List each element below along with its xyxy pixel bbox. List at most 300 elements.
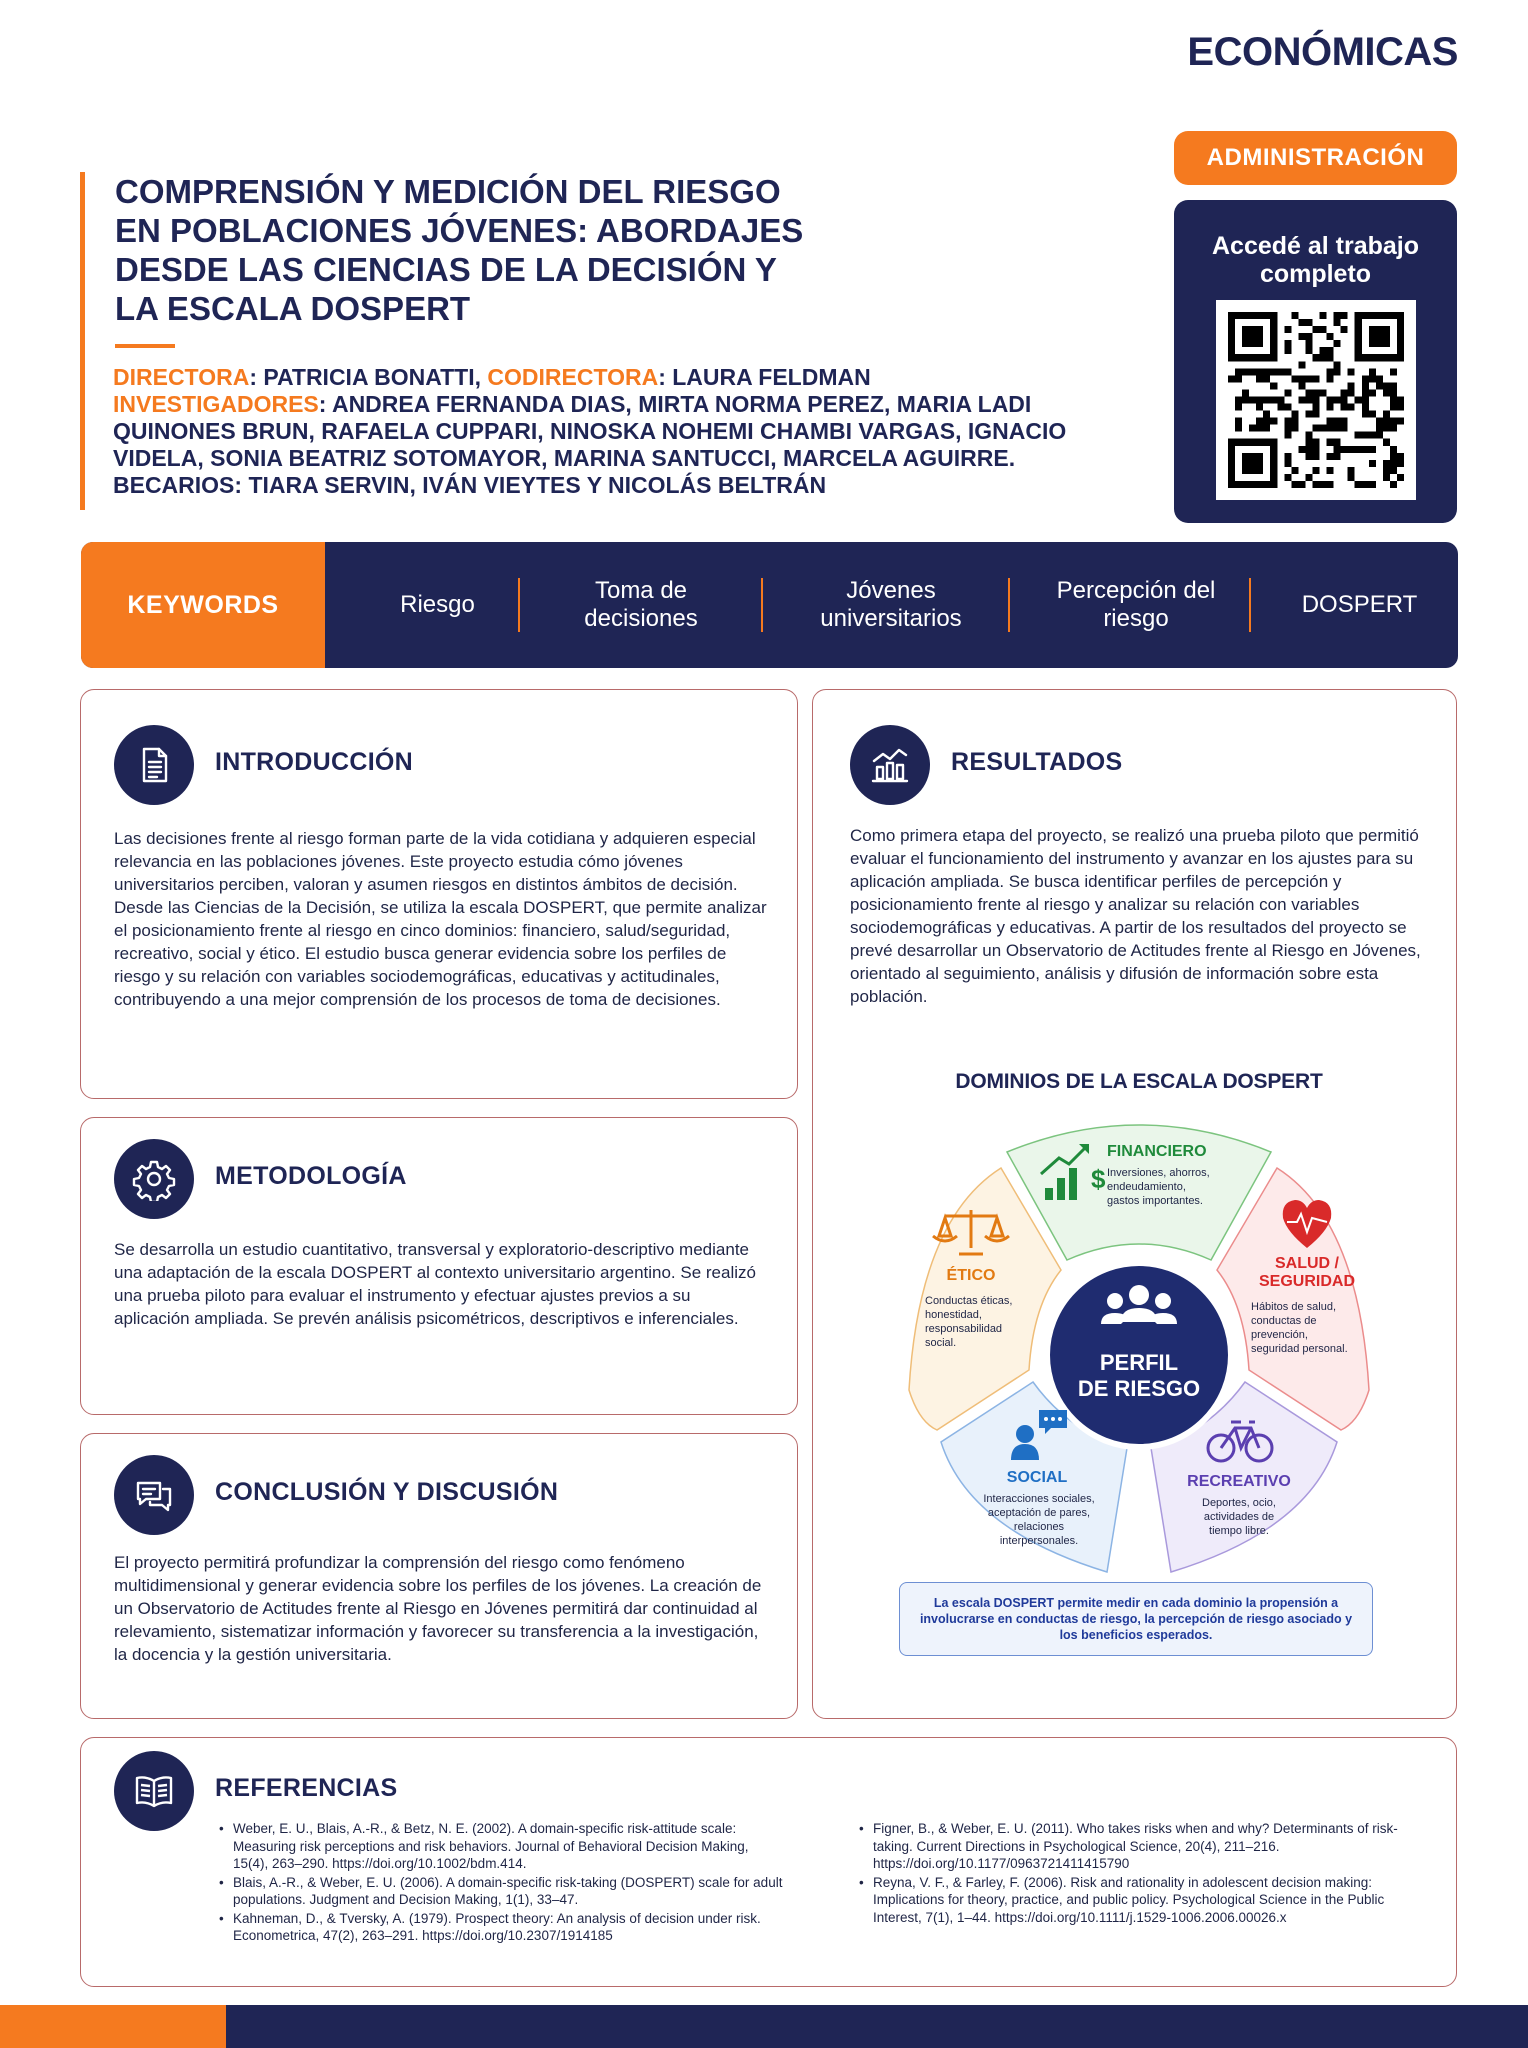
header-navy-block: [0, 0, 226, 107]
qr-module: [1235, 425, 1242, 432]
qr-module: [1327, 396, 1334, 403]
footer-orange-block: [0, 2005, 226, 2048]
keyword-separator: [1008, 578, 1010, 632]
qr-module: [1390, 389, 1397, 396]
svg-text:$: $: [1091, 1164, 1106, 1194]
qr-module: [1256, 340, 1263, 347]
qr-module: [1242, 467, 1249, 474]
qr-module: [1291, 481, 1298, 488]
dospert-title: DOMINIOS DE LA ESCALA DOSPERT: [955, 1070, 1323, 1093]
qr-module: [1228, 333, 1235, 340]
qr-module: [1284, 460, 1291, 467]
qr-module: [1390, 312, 1397, 319]
qr-module: [1334, 396, 1341, 403]
qr-module: [1320, 347, 1327, 354]
soc-title-line: SOCIAL: [1006, 1469, 1068, 1486]
qr-module: [1291, 425, 1298, 432]
qr-module: [1242, 453, 1249, 460]
qr-module: [1291, 375, 1298, 382]
fin-title-line: FINANCIERO: [1107, 1143, 1207, 1160]
qr-module: [1270, 382, 1277, 389]
qr-module: [1383, 418, 1390, 425]
methodology-body: Se desarrolla un estudio cuantitativo, transversal y exploratorio-descriptivo mediante una adaptación de la escala DOSPERT al contexto universitario argentino. Se realizó una prueba piloto para evaluar el instrumento y efectuar ajustes previos a su aplicación ampliada. Se prevén análisis psicométricos, descriptivos e inferenciales.: [114, 1240, 756, 1328]
qr-module: [1305, 347, 1312, 354]
qr-module: [1284, 453, 1291, 460]
qr-module: [1228, 446, 1235, 453]
rec-title-line: RECREATIVO: [1187, 1473, 1291, 1490]
qr-module: [1298, 382, 1305, 389]
qr-module: [1263, 354, 1270, 361]
qr-module: [1369, 389, 1376, 396]
brand-prefix: .UBA: [1091, 30, 1188, 74]
keyword-separator: [1249, 578, 1251, 632]
qr-module: [1270, 326, 1277, 333]
conclusion-title: CONCLUSIÓN Y DISCUSIÓN: [215, 1478, 559, 1506]
dospert-diagram: [889, 1070, 1389, 1660]
qr-module: [1341, 425, 1348, 432]
qr-module: [1256, 368, 1263, 375]
qr-module: [1369, 368, 1376, 375]
qr-module: [1312, 467, 1319, 474]
qr-module: [1298, 319, 1305, 326]
qr-module: [1383, 425, 1390, 432]
qr-module: [1397, 319, 1404, 326]
qr-module: [1291, 312, 1298, 319]
qr-module: [1397, 474, 1404, 481]
qr-module: [1256, 333, 1263, 340]
qr-module: [1369, 481, 1376, 488]
qr-module: [1305, 319, 1312, 326]
qr-module: [1263, 375, 1270, 382]
title-accent-bar: [80, 172, 85, 510]
qr-module: [1397, 312, 1404, 319]
qr-module: [1341, 312, 1348, 319]
qr-module: [1334, 446, 1341, 453]
qr-module: [1341, 326, 1348, 333]
qr-module: [1235, 354, 1242, 361]
financiero-title: [1107, 1143, 1207, 1160]
qr-module: [1348, 467, 1355, 474]
qr-module: [1348, 368, 1355, 375]
qr-module: [1397, 326, 1404, 333]
director-name: : PATRICIA BONATTI,: [249, 364, 488, 390]
results-section: [812, 689, 1457, 1719]
qr-module: [1397, 418, 1404, 425]
keyword-percepcion-del-riesgo: Percepción del riesgo: [1056, 577, 1216, 632]
center-l2-line: DE RIESGO: [1077, 1376, 1201, 1401]
reference-item: • Reyna, V. F., & Farley, F. (2006). Risk and rationality in adolescent decision making: Implications for theory, practice, and public policy. Psychological Science in the Public Interest, 7(1), 1–44. https://doi.org/10.1111/j.1529-1006.2006.00026.x: [859, 1874, 1419, 1927]
qr-module: [1242, 460, 1249, 467]
qr-module: [1383, 340, 1390, 347]
qr-module: [1390, 368, 1397, 375]
qr-module: [1270, 467, 1277, 474]
sal-desc-line: seguridad personal.: [1251, 1343, 1348, 1355]
qr-module: [1376, 340, 1383, 347]
qr-module: [1390, 481, 1397, 488]
etico-title: [947, 1265, 996, 1284]
qr-module: [1312, 453, 1319, 460]
qr-module: [1341, 389, 1348, 396]
qr-module: [1334, 453, 1341, 460]
qr-module: [1369, 312, 1376, 319]
keyword-dospert: DOSPERT: [1301, 591, 1418, 618]
qr-module: [1298, 375, 1305, 382]
brand-logo: [1092, 30, 1458, 75]
sal-desc-line: Hábitos de salud,: [1251, 1301, 1336, 1313]
area-badge: ADMINISTRACIÓN: [1174, 131, 1457, 185]
qr-module: [1228, 481, 1235, 488]
header-banner: [0, 0, 1528, 107]
soc-desc-line: relaciones: [1013, 1521, 1065, 1533]
qr-module: [1362, 396, 1369, 403]
conclusion-body: El proyecto permitirá profundizar la comprensión del riesgo como fenómeno multidimensional y generar evidencia sobre los perfiles de los jóvenes. La creación de un Observatorio de Actitudes frente al Riesgo en Jóvenes permitirá dar continuidad al relevamiento, sistematizar información y favorecer su transferencia a la investigación, la docencia y la gestión universitaria.: [114, 1553, 762, 1664]
qr-module: [1327, 453, 1334, 460]
qr-module: [1383, 382, 1390, 389]
qr-module: [1249, 354, 1256, 361]
qr-module: [1256, 481, 1263, 488]
dospert-wheel: [889, 1070, 1389, 1580]
qr-module: [1277, 404, 1284, 411]
qr-module: [1355, 326, 1362, 333]
qr-module: [1228, 460, 1235, 467]
qr-module: [1228, 326, 1235, 333]
qr-module: [1369, 432, 1376, 439]
qr-module: [1263, 396, 1270, 403]
qr-module: [1228, 453, 1235, 460]
qr-module: [1397, 404, 1404, 411]
qr-module: [1383, 333, 1390, 340]
qr-module: [1348, 389, 1355, 396]
qr-module: [1249, 439, 1256, 446]
sal-desc-line: conductas de: [1251, 1315, 1317, 1327]
qr-module: [1312, 404, 1319, 411]
qr-module: [1298, 481, 1305, 488]
qr-module: [1270, 396, 1277, 403]
qr-module: [1242, 389, 1249, 396]
qr-module: [1235, 368, 1242, 375]
eti-desc-line: Conductas éticas,: [925, 1295, 1013, 1307]
qr-module: [1270, 319, 1277, 326]
qr-module: [1348, 382, 1355, 389]
gear-icon: [114, 1139, 194, 1219]
qr-module: [1390, 425, 1397, 432]
qr-module: [1362, 411, 1369, 418]
qr-module: [1397, 460, 1404, 467]
qr-module: [1376, 375, 1383, 382]
qr-module: [1284, 326, 1291, 333]
center-label-1: [1100, 1350, 1178, 1375]
qr-module: [1270, 446, 1277, 453]
qr-module: [1305, 453, 1312, 460]
qr-module: [1397, 347, 1404, 354]
methodology-section: [80, 1117, 798, 1415]
authors-block: [113, 364, 1093, 499]
qr-module: [1334, 319, 1341, 326]
qr-module: [1249, 453, 1256, 460]
qr-module: [1263, 425, 1270, 432]
qr-module: [1277, 368, 1284, 375]
qr-module: [1277, 396, 1284, 403]
qr-module: [1334, 425, 1341, 432]
qr-module: [1263, 418, 1270, 425]
qr-module: [1249, 467, 1256, 474]
qr-module: [1369, 446, 1376, 453]
qr-module: [1397, 396, 1404, 403]
reference-item: • Kahneman, D., & Tversky, A. (1979). Prospect theory: An analysis of decision under risk. Econometrica, 47(2), 263–291. https://doi.org/10.2307/1914185: [219, 1910, 784, 1945]
qr-module: [1312, 411, 1319, 418]
qr-module: [1291, 467, 1298, 474]
researchers-label: INVESTIGADORES: [113, 391, 319, 417]
qr-module: [1397, 354, 1404, 361]
qr-module: [1242, 396, 1249, 403]
references-title: REFERENCIAS: [215, 1774, 398, 1802]
qr-module: [1312, 326, 1319, 333]
qr-module: [1291, 411, 1298, 418]
qr-module: [1369, 340, 1376, 347]
qr-module: [1327, 375, 1334, 382]
qr-module: [1355, 340, 1362, 347]
qr-module: [1263, 481, 1270, 488]
qr-module: [1362, 404, 1369, 411]
qr-module: [1362, 375, 1369, 382]
qr-module: [1270, 439, 1277, 446]
qr-module: [1256, 460, 1263, 467]
qr-module: [1312, 396, 1319, 403]
qr-code[interactable]: [1216, 300, 1416, 500]
keyword-toma-de-decisiones: Toma de decisiones: [584, 577, 698, 632]
event-title: SEMANA DE LA CIENCIA 2026: [271, 25, 975, 78]
qr-module: [1312, 389, 1319, 396]
qr-module: [1249, 425, 1256, 432]
qr-title: Accedé al trabajo completo: [1211, 232, 1420, 288]
qr-module: [1390, 418, 1397, 425]
codirector-label: CODIRECTORA: [487, 364, 659, 390]
qr-module: [1327, 354, 1334, 361]
qr-module: [1270, 368, 1277, 375]
qr-module: [1228, 312, 1235, 319]
qr-module: [1312, 375, 1319, 382]
qr-module: [1235, 375, 1242, 382]
center-label-2: [1078, 1376, 1200, 1401]
qr-module: [1320, 481, 1327, 488]
qr-module: [1228, 375, 1235, 382]
qr-module: [1334, 340, 1341, 347]
qr-module: [1305, 446, 1312, 453]
qr-module: [1263, 439, 1270, 446]
qr-module: [1383, 460, 1390, 467]
recreativo-title: [1187, 1473, 1291, 1490]
qr-module: [1256, 326, 1263, 333]
qr-module: [1242, 312, 1249, 319]
qr-module: [1397, 333, 1404, 340]
qr-module: [1327, 347, 1334, 354]
qr-module: [1341, 418, 1348, 425]
center-l1-line: PERFIL: [1099, 1350, 1179, 1375]
keyword-riesgo: Riesgo: [400, 591, 475, 618]
qr-module: [1270, 312, 1277, 319]
qr-module: [1334, 361, 1341, 368]
results-title: RESULTADOS: [951, 748, 1123, 776]
keyword-separator: [518, 578, 520, 632]
qr-module: [1355, 432, 1362, 439]
qr-module: [1341, 404, 1348, 411]
footer-navy-block: [226, 2005, 1528, 2048]
qr-module: [1242, 333, 1249, 340]
qr-module: [1235, 312, 1242, 319]
qr-module: [1334, 418, 1341, 425]
qr-module: [1228, 340, 1235, 347]
qr-module: [1327, 418, 1334, 425]
qr-module: [1242, 368, 1249, 375]
social-title: [1007, 1469, 1068, 1486]
qr-module: [1228, 467, 1235, 474]
references-list-right: [859, 1820, 1419, 1927]
qr-module: [1355, 347, 1362, 354]
recreativo-desc: [1202, 1497, 1276, 1537]
qr-module: [1320, 326, 1327, 333]
qr-module: [1320, 354, 1327, 361]
qr-module: [1270, 418, 1277, 425]
qr-module: [1369, 326, 1376, 333]
qr-module: [1312, 446, 1319, 453]
qr-module: [1397, 453, 1404, 460]
poster-title: COMPRENSIÓN Y MEDICIÓN DEL RIESGO EN POBLACIONES JÓVENES: ABORDAJES DESDE LAS CIENCIAS DE LA DECISIÓN Y LA ESCALA DOSPERT: [115, 173, 804, 327]
eti-desc-line: honestidad,: [925, 1309, 982, 1321]
qr-module: [1362, 389, 1369, 396]
qr-module: [1242, 481, 1249, 488]
qr-module: [1383, 467, 1390, 474]
qr-module: [1235, 396, 1242, 403]
qr-module: [1298, 361, 1305, 368]
qr-module: [1256, 439, 1263, 446]
researchers-names: : ANDREA FERNANDA DIAS, MIRTA NORMA PEREZ, MARIA LADI QUINONES BRUN, RAFAELA CUPPARI, NINOSKA NOHEMI CHAMBI VARGAS, IGNACIO VIDELA, SONIA BEATRIZ SOTOMAYOR, MARINA SANTUCCI, MARCELA AGUIRRE. BECARIOS: TIARA SERVIN, IVÁN VIEYTES Y NICOLÁS BELTRÁN: [113, 391, 1067, 498]
qr-module: [1397, 340, 1404, 347]
qr-module: [1383, 312, 1390, 319]
intro-title: INTRODUCCIÓN: [215, 748, 414, 776]
qr-module: [1298, 446, 1305, 453]
qr-module: [1348, 404, 1355, 411]
results-body: Como primera etapa del proyecto, se realizó una prueba piloto que permitió evaluar el funcionamiento del instrumento y avanzar en los ajustes para su aplicación ampliada. Se busca identificar perfiles de percepción y posicionamiento frente al riesgo y analizar su relación con variables sociodemográficas y educativas. A partir de los resultados del proyecto se prevé desarrollar un Observatorio de Actitudes frente al Riesgo en Jóvenes, orientado al seguimiento, análisis y difusión de información sobre esta población.: [850, 826, 1421, 1006]
qr-module: [1228, 347, 1235, 354]
qr-module: [1284, 389, 1291, 396]
qr-module: [1376, 354, 1383, 361]
qr-module: [1270, 474, 1277, 481]
qr-module: [1334, 368, 1341, 375]
qr-module: [1390, 382, 1397, 389]
qr-module: [1270, 347, 1277, 354]
qr-module: [1228, 354, 1235, 361]
qr-module: [1320, 389, 1327, 396]
qr-module: [1369, 460, 1376, 467]
qr-module: [1383, 326, 1390, 333]
qr-module: [1305, 439, 1312, 446]
qr-module: [1341, 446, 1348, 453]
qr-module: [1327, 425, 1334, 432]
qr-module: [1376, 425, 1383, 432]
open-book-icon: [114, 1751, 194, 1831]
qr-module: [1312, 354, 1319, 361]
keyword-separator: [761, 578, 763, 632]
qr-module: [1305, 474, 1312, 481]
qr-module: [1256, 418, 1263, 425]
qr-module: [1327, 404, 1334, 411]
qr-card[interactable]: [1174, 200, 1457, 523]
qr-module: [1369, 354, 1376, 361]
qr-module: [1249, 333, 1256, 340]
qr-module: [1348, 446, 1355, 453]
qr-module: [1256, 404, 1263, 411]
director-label: DIRECTORA: [113, 364, 250, 390]
qr-module: [1256, 354, 1263, 361]
sal-title-line: SEGURIDAD: [1258, 1273, 1356, 1290]
bar-chart-icon: [850, 725, 930, 805]
qr-module: [1305, 340, 1312, 347]
qr-module: [1270, 354, 1277, 361]
qr-module: [1235, 481, 1242, 488]
keywords-bar: [81, 542, 1458, 668]
qr-module: [1228, 439, 1235, 446]
qr-module: [1383, 411, 1390, 418]
qr-module: [1390, 354, 1397, 361]
qr-module: [1284, 368, 1291, 375]
reference-item: • Weber, E. U., Blais, A.-R., & Betz, N. E. (2002). A domain-specific risk-attitude scale: Measuring risk perceptions and risk behaviors. Journal of Behavioral Decision Making, 15(4), 263–290. https://doi.org/10.1002/bdm.414.: [219, 1820, 784, 1873]
qr-module: [1355, 396, 1362, 403]
qr-module: [1284, 404, 1291, 411]
document-icon: [114, 725, 194, 805]
qr-module: [1284, 418, 1291, 425]
qr-module: [1383, 354, 1390, 361]
soc-desc-line: aceptación de pares,: [987, 1507, 1091, 1519]
chat-bubbles-icon: [114, 1455, 194, 1535]
references-section: [80, 1737, 1457, 1987]
rec-desc-line: tiempo libre.: [1209, 1525, 1269, 1537]
qr-module: [1320, 312, 1327, 319]
title-underline: [115, 344, 175, 348]
qr-module: [1334, 439, 1341, 446]
qr-module: [1256, 375, 1263, 382]
intro-section: [80, 689, 798, 1099]
fin-desc-line: endeudamiento,: [1107, 1181, 1186, 1193]
qr-module: [1242, 340, 1249, 347]
qr-module: [1312, 425, 1319, 432]
qr-module: [1249, 368, 1256, 375]
qr-module: [1256, 396, 1263, 403]
qr-module: [1242, 439, 1249, 446]
eti-desc-line: responsabilidad: [925, 1323, 1003, 1335]
eti-desc-line: social.: [925, 1337, 957, 1349]
qr-module: [1256, 312, 1263, 319]
qr-module: [1256, 467, 1263, 474]
qr-module: [1263, 411, 1270, 418]
qr-module: [1390, 446, 1397, 453]
qr-module: [1341, 396, 1348, 403]
fin-desc-line: Inversiones, ahorros,: [1107, 1167, 1210, 1179]
codirector-name: : LAURA FELDMAN: [658, 364, 871, 390]
qr-module: [1390, 396, 1397, 403]
qr-module: [1362, 354, 1369, 361]
qr-module: [1383, 474, 1390, 481]
qr-module: [1263, 368, 1270, 375]
references-list-left: [219, 1820, 784, 1946]
qr-module: [1327, 333, 1334, 340]
qr-module: [1355, 446, 1362, 453]
sal-title-line: SALUD /: [1275, 1255, 1339, 1272]
qr-module: [1284, 432, 1291, 439]
qr-module: [1355, 319, 1362, 326]
conclusion-section: [80, 1433, 798, 1719]
qr-module: [1362, 312, 1369, 319]
qr-module: [1369, 375, 1376, 382]
